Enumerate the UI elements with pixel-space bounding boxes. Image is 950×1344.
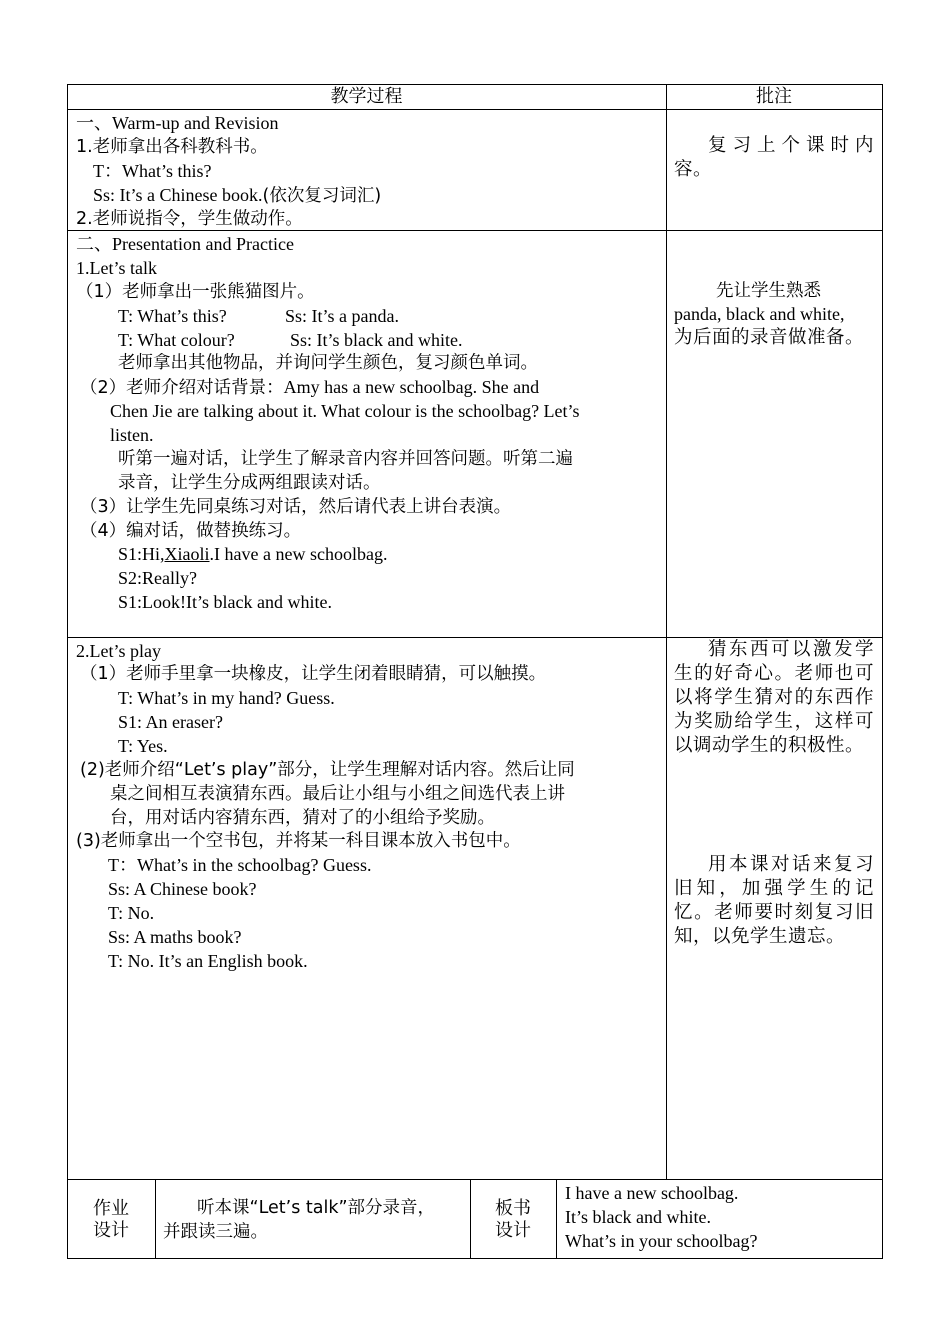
dialogue-line: T: No. It’s an English book.	[108, 951, 308, 971]
section-title: 一、Warm-up and Revision	[76, 113, 279, 134]
step-text: 老师拿出其他物品，并询问学生颜色，复习颜色单词。	[118, 353, 538, 373]
step-text: 桌之间相互表演猜东西。最后让小组与小组之间选代表上讲	[110, 784, 565, 804]
homework-text: 并跟读三遍。	[163, 1222, 268, 1242]
step-text: 听第一遍对话，让学生了解录音内容并回答问题。听第二遍	[118, 449, 573, 469]
dialogue-line: T: What colour?	[118, 330, 235, 350]
step-text: 1.老师拿出各科教科书。	[76, 137, 268, 157]
annotation: 复习上个课时内容。	[674, 135, 874, 180]
board-line: What’s in your schoolbag?	[565, 1231, 758, 1251]
dialogue-line: T：What’s this?	[93, 161, 212, 181]
dialogue-line: T: What’s this?	[118, 306, 227, 326]
dialogue-line: S1: An eraser?	[118, 712, 223, 732]
step-text: listen.	[110, 425, 154, 445]
homework-label: 作业 设计	[93, 1198, 129, 1241]
annotation: 用本课对话来复习旧知，加强学生的记忆。老师要时刻复习旧知，以免学生遗忘。	[674, 854, 874, 947]
step-text: Chen Jie are talking about it. What colour is the schoolbag? Let’s	[110, 401, 580, 421]
subsection-title: 2.Let’s play	[76, 641, 161, 661]
dialogue-line: T: No.	[108, 903, 155, 923]
step-text: (2)老师介绍“Let’s play”部分，让学生理解对话内容。然后让同	[80, 760, 575, 780]
step-text: 录音，让学生分成两组跟读对话。	[118, 473, 381, 493]
step-text: (3)老师拿出一个空书包，并将某一科目课本放入书包中。	[76, 831, 521, 851]
dialogue-line: S2:Really?	[118, 568, 197, 588]
dialogue-line: S1:Look!It’s black and white.	[118, 592, 332, 612]
board-line: I have a new schoolbag.	[565, 1183, 739, 1203]
dialogue-line: Ss: It’s a panda.	[285, 306, 399, 326]
board-label: 板书 设计	[495, 1198, 531, 1241]
dialogue-line: T: Yes.	[118, 736, 168, 756]
dialogue-line: Ss: A Chinese book?	[108, 879, 257, 899]
step-text: （3）让学生先同桌练习对话，然后请代表上讲台表演。	[80, 497, 512, 517]
column-header-process: 教学过程	[330, 86, 403, 107]
section-title: 二、Presentation and Practice	[76, 234, 294, 255]
step-text: 2.老师说指令，学生做动作。	[76, 209, 303, 229]
dialogue-line: Ss: It’s black and white.	[290, 330, 463, 350]
subsection-title: 1.Let’s talk	[76, 258, 157, 278]
dialogue-line: S1:Hi,Xiaoli.I have a new schoolbag.	[118, 544, 388, 564]
annotation: 猜东西可以激发学生的好奇心。老师也可以将学生猜对的东西作为奖励给学生，这样可以调动学生的积极性。	[674, 639, 874, 756]
column-header-notes: 批注	[756, 86, 792, 107]
dialogue-line: T：What’s in the schoolbag? Guess.	[108, 855, 372, 875]
dialogue-line: T: What’s in my hand? Guess.	[118, 688, 335, 708]
step-text: （2）老师介绍对话背景：Amy has a new schoolbag. She and	[80, 377, 540, 398]
step-text: （4）编对话，做替换练习。	[80, 521, 302, 541]
step-text: （1）老师拿出一张熊猫图片。	[76, 282, 315, 302]
board-line: It’s black and white.	[565, 1207, 711, 1227]
step-text: 台，用对话内容猜东西，猜对了的小组给予奖励。	[110, 808, 495, 828]
dialogue-line: Ss: It’s a Chinese book.(依次复习词汇)	[93, 185, 382, 206]
homework-text: 听本课“Let’s talk”部分录音，	[197, 1198, 436, 1218]
step-text: （1）老师手里拿一块橡皮，让学生闭着眼睛猜，可以触摸。	[80, 664, 547, 684]
dialogue-line: Ss: A maths book?	[108, 927, 242, 947]
